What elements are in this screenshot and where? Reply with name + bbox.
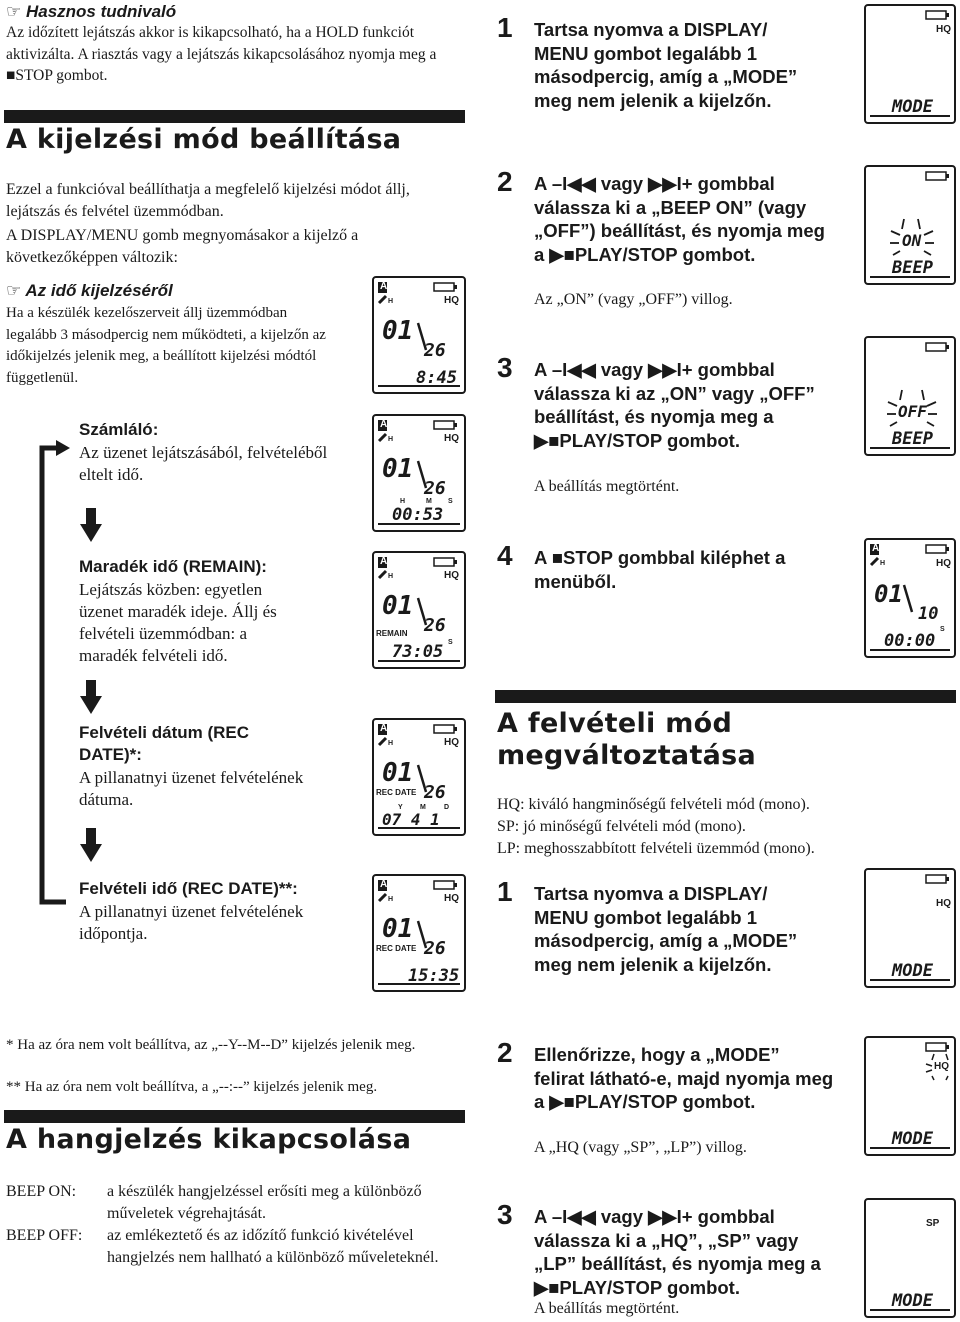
section-divider xyxy=(4,110,465,123)
rec-mode-section-title: A felvételi mód megváltoztatása xyxy=(497,708,757,771)
flow-heading-remain: Maradék idő (REMAIN): xyxy=(79,557,267,576)
flow-text-remain: Lejátszás közben: egyetlen üzenet maradék ideje. Állj és felvételi üzemmódban: a maradék felvételi idő. xyxy=(79,580,277,665)
lcd-display-mode: HQ MODE xyxy=(864,868,956,988)
arrow-down-icon xyxy=(80,680,102,714)
lcd-display-beep-off: OFF BEEP xyxy=(864,336,956,456)
lcd-display-mode-hq-blink: HQ MODE xyxy=(864,1036,956,1156)
lcd-display-mode-sp: SP MODE xyxy=(864,1198,956,1318)
step-number: 4 xyxy=(497,540,513,571)
footnote-2: ** Ha az óra nem volt beállítva, a „--:--” kijelzés jelenik meg. xyxy=(6,1079,378,1095)
useful-note-body: Az időzített lejátszás akkor is kikapcsolható, ha a HOLD funkciót aktivizálta. A riasztás vagy a lejátszás kikapcsolásához nyomja meg a ■STOP gombot. xyxy=(6,24,437,84)
rec-mode-sp: SP: jó minőségű felvételi mód (mono). xyxy=(497,818,746,835)
time-note-title: ☞ Az idő kijelzéséről xyxy=(6,281,173,300)
beep-step-4-text: A ■STOP gombbal kiléphet a menüből. xyxy=(534,547,786,592)
footnote-1: * Ha az óra nem volt beállítva, az „--Y--M--D” kijelzés jelenik meg. xyxy=(6,1037,416,1053)
flow-heading-counter: Számláló: xyxy=(79,420,159,439)
lcd-display-remain: A H HQ 01 REMAIN 26 S 73:05 xyxy=(372,551,466,669)
beep-step-2-result: Az „ON” (vagy „OFF”) villog. xyxy=(534,291,733,308)
lcd-display-exit: A H HQ 01 10 S 00:00 xyxy=(864,538,956,658)
beep-off-term: BEEP OFF: xyxy=(6,1227,83,1244)
flow-text-counter: Az üzenet lejátszásából, felvételéből eltelt idő. xyxy=(79,443,328,484)
step-number: 2 xyxy=(497,166,513,197)
rec-step-2-text: Ellenőrizze, hogy a „MODE” felirat látható-e, majd nyomja meg a ▶■PLAY/STOP gombot. xyxy=(534,1044,834,1112)
flow-text-rec-time: A pillanatnyi üzenet felvételének időpontja. xyxy=(79,902,304,943)
step-number: 3 xyxy=(497,352,513,383)
rec-step-2-result: A „HQ (vagy „SP”, „LP”) villog. xyxy=(534,1139,747,1156)
beep-step-1-text: Tartsa nyomva a DISPLAY/ MENU gombot legalább 1 másodpercig, amíg a „MODE” meg nem jelenik a kijelzőn. xyxy=(534,19,798,111)
lcd-display-rec-date: A H HQ 01 REC DATE 26 Y M D 07 4 1 xyxy=(372,718,466,836)
step-number: 3 xyxy=(497,1199,513,1230)
display-intro-2: A DISPLAY/MENU gomb megnyomásakor a kijelző a következőképpen változik: xyxy=(6,227,359,266)
rec-step-1-text: Tartsa nyomva a DISPLAY/ MENU gombot legalább 1 másodpercig, amíg a „MODE” meg nem jelenik a kijelzőn. xyxy=(534,883,798,975)
step-number: 2 xyxy=(497,1037,513,1068)
lcd-display-rec-time: A H HQ 01 REC DATE 26 15:35 xyxy=(372,874,466,992)
lcd-display-clock: A H HQ 01 26 8:45 xyxy=(372,276,466,394)
flow-heading-rec-time: Felvételi idő (REC DATE)**: xyxy=(79,879,298,898)
rec-mode-hq: HQ: kiváló hangminőségű felvételi mód (mono). xyxy=(497,796,810,813)
display-section-title: A kijelzési mód beállítása xyxy=(6,124,402,155)
hand-pointer-icon: ☞ xyxy=(6,2,26,21)
hand-pointer-icon: ☞ xyxy=(6,281,26,300)
useful-note-title: ☞ Hasznos tudnivaló xyxy=(6,2,177,21)
rec-step-3-text: A –I◀◀ vagy ▶▶I+ gombbal válassza ki a „HQ”, „SP” vagy „LP” beállítást, és nyomja meg a ▶■PLAY/STOP gombot. xyxy=(534,1206,821,1298)
arrow-down-icon xyxy=(80,828,102,862)
beep-step-2-text: A –I◀◀ vagy ▶▶I+ gombbal válassza ki a „BEEP ON” (vagy „OFF”) beállítást, és nyomja meg a ▶■PLAY/STOP gombot. xyxy=(534,173,825,265)
beep-off-desc: az emlékeztető és az időzítő funkció kivételével hangjelzés nem hallható a különböző műveleteknél. xyxy=(107,1227,439,1266)
beep-step-3-text: A –I◀◀ vagy ▶▶I+ gombbal válassza ki az „ON” vagy „OFF” beállítást, és nyomja meg a ▶■PLAY/STOP gombot. xyxy=(534,359,815,451)
step-number: 1 xyxy=(497,12,513,43)
display-intro-1: Ezzel a funkcióval beállíthatja a megfelelő kijelzési módot állj, lejátszás és felvétel üzemmódban. xyxy=(6,181,410,220)
lcd-display-counter: A H HQ 01 26 H M S 00:53 xyxy=(372,414,466,532)
rec-mode-lp: LP: meghosszabbított felvételi üzemmód (mono). xyxy=(497,840,815,857)
arrow-down-icon xyxy=(80,508,102,542)
lcd-display-mode: HQ MODE xyxy=(864,4,956,124)
beep-section-title: A hangjelzés kikapcsolása xyxy=(6,1124,412,1155)
flow-bracket xyxy=(30,440,70,910)
lcd-display-beep-on: ON BEEP xyxy=(864,165,956,285)
beep-on-term: BEEP ON: xyxy=(6,1183,77,1200)
beep-on-desc: a készülék hangjelzéssel erősíti meg a különböző műveletek végrehajtását. xyxy=(107,1183,422,1222)
beep-step-3-result: A beállítás megtörtént. xyxy=(534,478,680,495)
section-divider xyxy=(4,1110,465,1123)
section-divider xyxy=(495,690,956,703)
time-note-body: Ha a készülék kezelőszerveit állj üzemmódban legalább 3 másodpercig nem működteti, a kijelzőn az időkijelzés jelenik meg, a beállított kijelzési módtól függetlenül. xyxy=(6,305,326,386)
flow-text-rec-date: A pillanatnyi üzenet felvételének dátuma. xyxy=(79,768,304,809)
step-number: 1 xyxy=(497,876,513,907)
rec-step-3-result: A beállítás megtörtént. xyxy=(534,1300,680,1317)
flow-heading-rec-date: Felvételi dátum (REC DATE)*: xyxy=(79,723,250,764)
